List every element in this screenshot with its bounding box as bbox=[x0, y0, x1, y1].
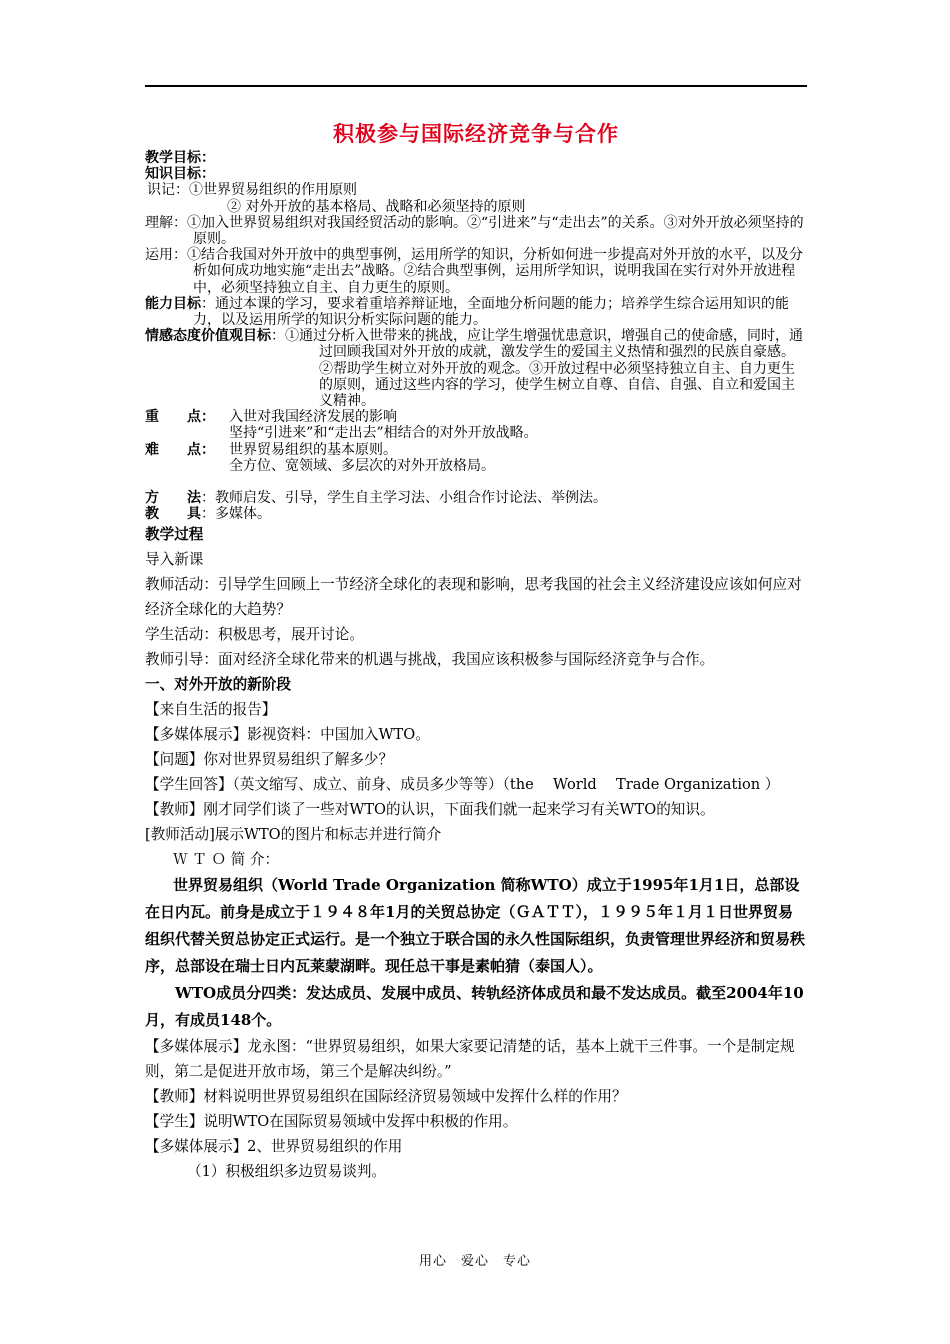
tool-label: 教 具 bbox=[145, 506, 201, 523]
wto-paragraph-1: 世界贸易组织（World Trade Organization 简称WTO）成立于1995年1月1日，总部设在日内瓦。前身是成立于１９４８年1月的关贸总协定（ＧＡＴＴ），１９９５年１月１日世界贸易组织代替关贸总协定正式运行。是一个独立于联合国的永久性国际组织，负责管理世界经济和贸易秩序，总部设在瑞士日内瓦莱蒙湖畔。现任总干事是素帕猜（泰国人）。 bbox=[145, 876, 806, 976]
media-line-2: 【多媒体展示】龙永图：“世界贸易组织，如果大家要记清楚的话，基本上就干三件事。一个是制定规则，第二是促进开放市场，第三个是解决纠纷。” bbox=[145, 1038, 795, 1081]
header-rule bbox=[145, 85, 807, 87]
question-line: 【问题】你对世界贸易组织了解多少？ bbox=[145, 751, 394, 769]
key-item-1: 入世对我国经济发展的影响 bbox=[229, 409, 397, 426]
document-body bbox=[145, 120, 807, 1184]
knowledge-heading: 知识目标： bbox=[145, 166, 215, 183]
student-line-2: 【学生】说明WTO在国际贸易领域中发挥中积极的作用。 bbox=[145, 1113, 518, 1131]
wto-paragraph-2: WTO成员分四类：发达成员、发展中成员、转轨经济体成员和最不发达成员。截至2004年10月，有成员148个。 bbox=[145, 984, 804, 1030]
ability-paragraph bbox=[145, 296, 807, 328]
process-section bbox=[145, 522, 807, 1184]
list-item: （1）积极组织多边贸易谈判。 bbox=[187, 1163, 387, 1181]
media-line-3: 【多媒体展示】2、世界贸易组织的作用 bbox=[145, 1138, 403, 1156]
section-heading-1: 一、对外开放的新阶段 bbox=[145, 676, 291, 694]
teacher-line-1: 【教师】刚才同学们谈了一些对WTO的认识，下面我们就一起来学习有关WTO的知识。 bbox=[145, 801, 715, 819]
tool-text: ：多媒体。 bbox=[201, 506, 271, 523]
answer-line: 【学生回答】（英文缩写、成立、前身、成员多少等等）（the World Trade Organization ） bbox=[145, 776, 780, 794]
key-item-2: 坚持“引进来”和“走出去”相结合的对外开放战略。 bbox=[229, 425, 538, 442]
page-footer: 用心 爱心 专心 bbox=[418, 1254, 531, 1269]
difficult-item-1: 世界贸易组织的基本原则。 bbox=[229, 441, 397, 458]
difficult-label: 难 点： bbox=[145, 441, 215, 458]
process-heading: 教学过程 bbox=[145, 526, 204, 544]
teacher-line-2: 【教师】材料说明世界贸易组织在国际经济贸易领域中发挥什么样的作用？ bbox=[145, 1088, 627, 1106]
intro-line: 导入新课 bbox=[145, 551, 204, 569]
emotion-label: 情感态度价值观目标 bbox=[145, 328, 271, 345]
method-line bbox=[145, 490, 807, 506]
yunyong-paragraph: 运用：①结合我国对外开放中的典型事例，运用所学的知识，分析如何进一步提高对外开放的水平，以及分析如何成功地实施“走出去”战略。②结合典型事例，运用所学知识，说明我国在实行对外开放进程中，必须坚持独立自主、自力更生的原则。 bbox=[145, 247, 803, 296]
teacher-guide: 教师引导：面对经济全球化带来的机遇与挑战，我国应该积极参与国际经济竞争与合作。 bbox=[145, 651, 715, 669]
difficult-item-2: 全方位、宽领域、多层次的对外开放格局。 bbox=[229, 457, 495, 474]
page-title: 积极参与国际经济竞争与合作 bbox=[333, 121, 619, 146]
wto-intro-heading: Ｗ Ｔ Ｏ 简 介： bbox=[173, 851, 280, 869]
shiji-line-2: ② 对外开放的基本格局、战略和必须坚持的原则 bbox=[227, 198, 526, 215]
teacher-activity: 教师活动：引导学生回顾上一节经济全球化的表现和影响，思考我国的社会主义经济建设应该如何应对经济全球化的大趋势？ bbox=[145, 576, 802, 619]
key-label: 重 点： bbox=[145, 409, 215, 426]
student-activity: 学生活动：积极思考，展开讨论。 bbox=[145, 626, 364, 644]
difficult-points bbox=[145, 442, 807, 474]
ability-text: ：通过本课的学习，要求着重培养辩证地，全面地分析问题的能力；培养学生综合运用知识的能力，以及运用所学的知识分析实际问题的能力。 bbox=[193, 295, 789, 329]
lijie-paragraph: 理解：①加入世界贸易组织对我国经贸活动的影响。②“引进来”与“走出去”的关系。③对外开放必须坚持的原则。 bbox=[145, 214, 804, 248]
goals-heading: 教学目标： bbox=[145, 150, 215, 166]
ability-label: 能力目标 bbox=[145, 295, 201, 312]
report-line: 【来自生活的报告】 bbox=[145, 701, 277, 719]
emotion-text: ：①通过分析入世带来的挑战，应让学生增强忧患意识，增强自己的使命感，同时，通过回顾我国对外开放的成就，激发学生的爱国主义热情和强烈的民族自豪感。②帮助学生树立对外开放的观念。③开放过程中必须坚持独立自主、自力更生的原则，通过这些内容的学习，使学生树立自尊、自信、自强、自立和爱国主义精神。 bbox=[271, 328, 803, 410]
shiji-line-1: 识记：①世界贸易组织的作用原则 bbox=[147, 182, 357, 199]
media-line-1: 【多媒体展示】影视资料：中国加入WTO。 bbox=[145, 726, 430, 744]
method-label: 方 法 bbox=[145, 490, 201, 507]
teacher-activity-2: [教师活动]展示WTO的图片和标志并进行简介 bbox=[145, 826, 442, 844]
emotion-paragraph bbox=[145, 328, 807, 409]
tool-line bbox=[145, 506, 807, 522]
goals-section bbox=[145, 150, 807, 522]
key-points bbox=[145, 409, 807, 441]
method-text: ：教师启发、引导，学生自主学习法、小组合作讨论法、举例法。 bbox=[201, 490, 607, 507]
